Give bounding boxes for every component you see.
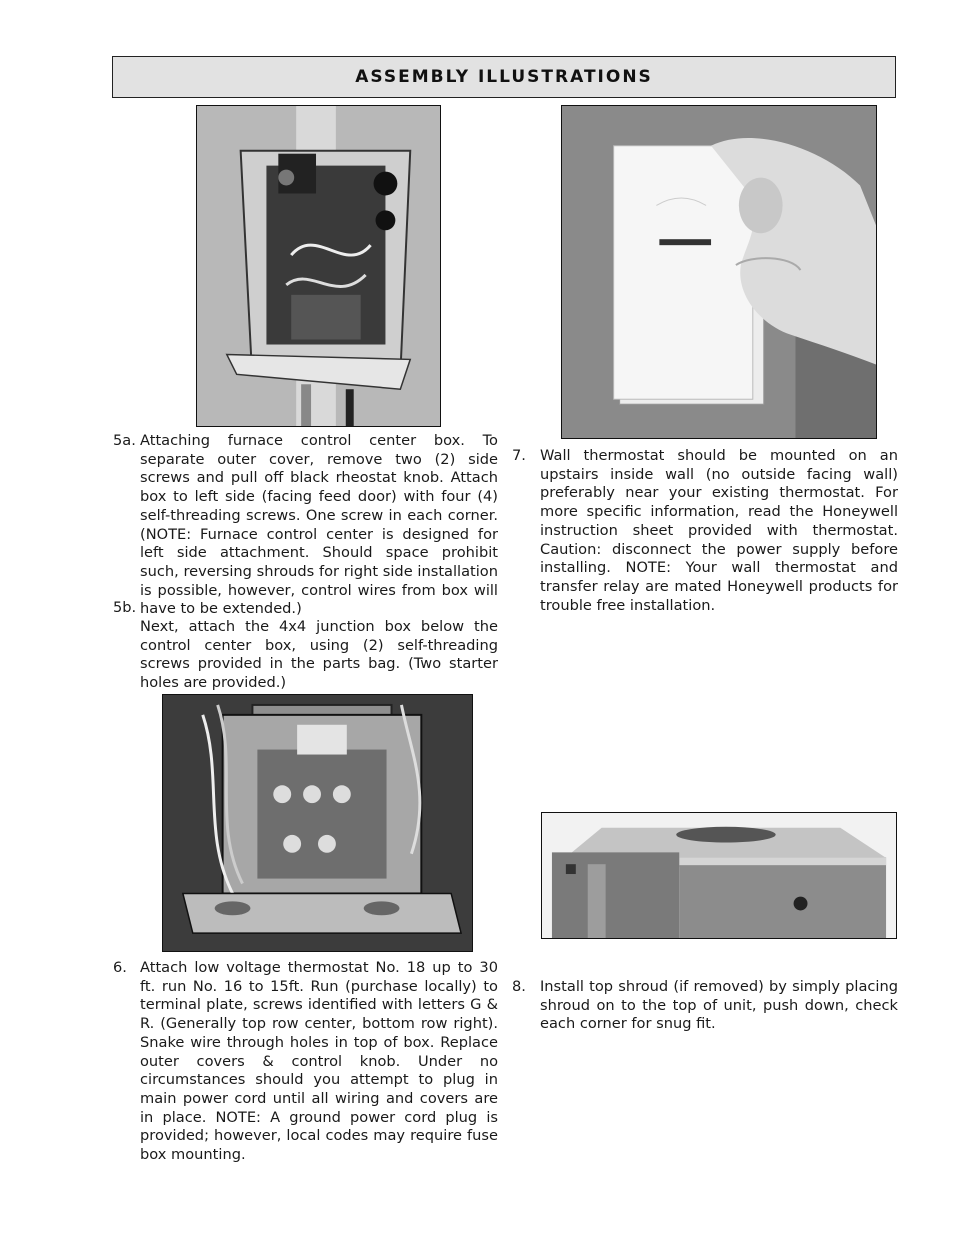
step-5a-number: 5a. bbox=[113, 432, 136, 449]
photo-top-shroud bbox=[541, 812, 897, 939]
section-header bbox=[112, 56, 896, 98]
step-5b-number: 5b. bbox=[113, 599, 137, 616]
photo-thermostat bbox=[561, 105, 877, 439]
step-8-paragraph: Install top shroud (if removed) by simply placing shroud on to the top of unit, push down, check each corner for snug fit. bbox=[540, 978, 898, 1033]
step-5a-text bbox=[140, 432, 498, 619]
section-title: ASSEMBLY ILLUSTRATIONS bbox=[355, 67, 653, 87]
photo-control-box bbox=[196, 105, 441, 427]
step-6-number: 6. bbox=[113, 959, 127, 976]
step-6-paragraph: Attach low voltage thermostat No. 18 up to 30 ft. run No. 16 to 15ft. Run (purchase locally) to terminal plate, screws identified with letters G & R. (Generally top row center, bottom row right). Snake wire through holes in top of box. Replace outer covers & control knob. Under no circumstances should you attempt to plug in main power cord until all wiring and covers are in place. NOTE: A ground power cord plug is provided; however, local codes may require fuse box mounting. bbox=[140, 959, 498, 1164]
step-8-text bbox=[540, 978, 898, 1034]
step-7-number: 7. bbox=[512, 447, 526, 464]
step-7-paragraph: Wall thermostat should be mounted on an upstairs inside wall (no outside facing wall) preferably near your existing thermostat. For more specific information, read the Honeywell instruction sheet provided with thermostat. Caution: disconnect the power supply before installing. NOTE: Your wall thermostat and transfer relay are mated Honeywell products for trouble free installation. bbox=[540, 447, 898, 614]
photo-junction-box bbox=[162, 694, 473, 952]
step-5b-paragraph: Next, attach the 4x4 junction box below the control center box, using (2) self-threading screws provided in the parts bag. (Two starter holes are provided.) bbox=[140, 618, 498, 692]
step-6-text bbox=[140, 959, 498, 1165]
step-7-text bbox=[540, 447, 898, 615]
step-5b-text bbox=[140, 618, 498, 693]
step-5a-paragraph: Attaching furnace control center box. To separate outer cover, remove two (2) side screws and pull off black rheostat knob. Attach box to left side (facing feed door) with four (4) self-threading screws. One screw in each corner. (NOTE: Furnace control center is designed for left side attachment. Should space prohibit such, reversing shrouds for right side installation is possible, however, control wires from box will have to be extended.) bbox=[140, 432, 498, 618]
step-8-number: 8. bbox=[512, 978, 526, 995]
